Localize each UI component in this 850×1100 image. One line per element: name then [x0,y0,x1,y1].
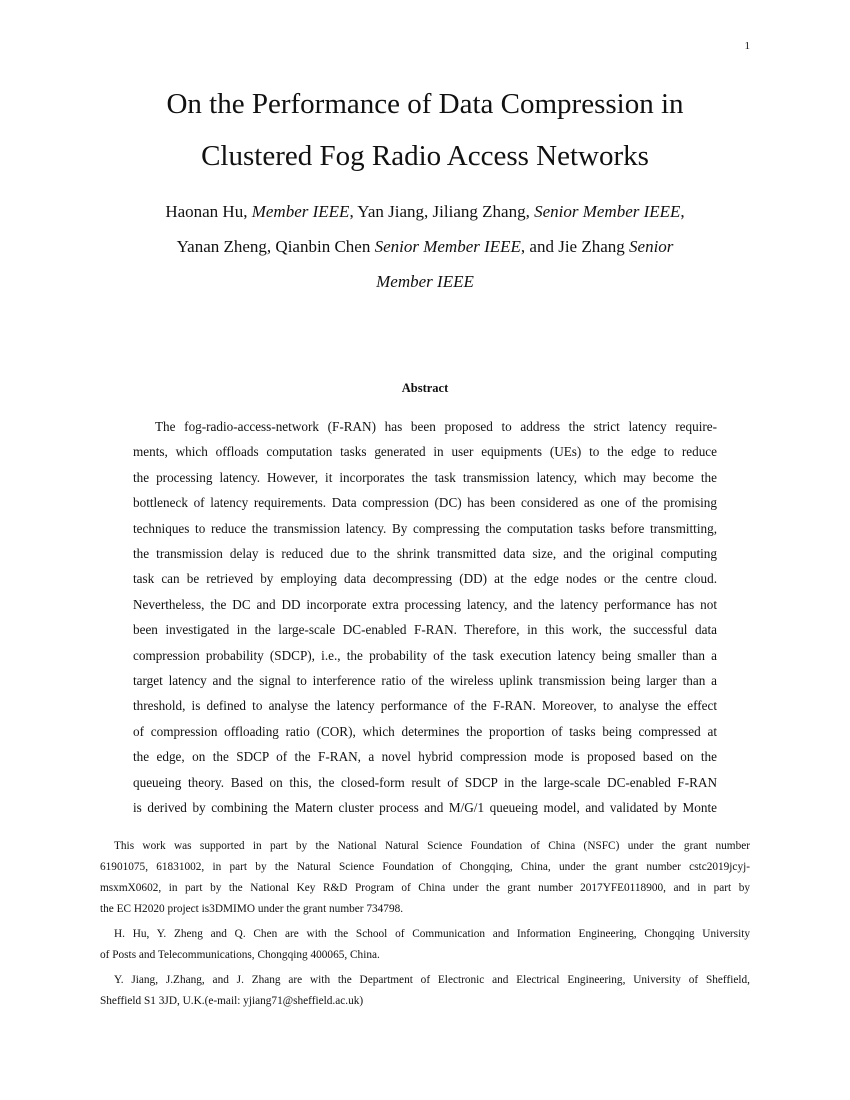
author-role: Senior Member IEEE [534,202,681,221]
footnote-affiliation [100,924,750,966]
abstract-line: The fog-radio-access-network (F-RAN) has been proposed to address the strict latency require- [155,419,717,434]
author-role: Member IEEE [376,272,474,291]
footnote-line: the EC H2020 project is3DMIMO under the grant number 734798. [100,903,404,915]
footnote-line: Sheffield S1 3JD, U.K.(e-mail: yjiang71@sheffield.ac.uk) [100,995,364,1007]
footnote-line: 61901075, 61831002, in part by the Natural Science Foundation of Chongqing, China, under the grant number cstc2019jcyj- [100,861,750,873]
footnote-affiliation [100,970,750,1012]
footnote-line: Y. Jiang, J.Zhang, and J. Zhang are with the Department of Electronic and Electrical Engineering, University of Sheffield, [114,974,750,986]
abstract-line: been investigated in the large-scale DC-enabled F-RAN. Therefore, in this work, the successful data [133,622,717,638]
author-line [90,264,760,299]
abstract-line: task can be retrieved by employing data decompressing (DD) at the edge nodes or the centre cloud. [133,571,717,587]
footnote-line: msxmX0602, in part by the National Key R&D Program of China under the grant number 2017YFE0118900, and in part by [100,882,750,894]
abstract-body [133,414,717,821]
paper-title [60,78,790,182]
author-line [90,229,760,264]
author-role: Senior [629,237,674,256]
abstract-line: Nevertheless, the DC and DD incorporate extra processing latency, and the latency performance has not [133,596,717,612]
title-line: On the Performance of Data Compression in [166,88,684,120]
abstract-line: the processing latency. However, it incorporates the task transmission latency, which may become the [133,469,717,485]
footnote-line: This work was supported in part by the National Natural Science Foundation of China (NSFC) under the grant number [114,840,750,852]
abstract-line: is derived by combining the Matern cluster process and M/G/1 queueing model, and validated by Monte [133,800,717,816]
arxiv-identifier [12,280,72,810]
abstract-line: threshold, is defined to analyse the latency performance of the F-RAN. Moreover, to analyse the effect [133,698,717,714]
abstract-line: of compression offloading ratio (COR), which determines the proportion of tasks being compressed at [133,723,717,739]
abstract-line: the transmission delay is reduced due to the shrink transmitted data size, and the original computing [133,546,717,562]
abstract-line: the edge, on the SDCP of the F-RAN, a novel hybrid compression mode is proposed based on the [133,749,717,765]
author-list [90,194,760,299]
footnotes [100,836,750,1016]
abstract-line: target latency and the signal to interference ratio of the wireless uplink transmission being larger than a [133,673,717,689]
footnote-line: H. Hu, Y. Zheng and Q. Chen are with the School of Communication and Information Engineering, Chongqing University [114,928,750,940]
author-text: , [680,202,685,221]
abstract-heading: Abstract [401,381,449,395]
author-text: Haonan Hu, [165,202,252,221]
footnote-line: of Posts and Telecommunications, Chongqing 400065, China. [100,949,380,961]
arxiv-identifier-svg [12,280,72,810]
footnote-funding [100,836,750,920]
abstract-line: techniques to reduce the transmission latency. By compressing the computation tasks before transmitting, [133,520,717,536]
abstract-line: compression probability (SDCP), i.e., the probability of the task execution latency being smaller than a [133,647,717,663]
author-line [90,194,760,229]
abstract-line: ments, which offloads computation tasks generated in user equipments (UEs) to the edge to reduce [133,444,717,460]
author-text: , Yan Jiang, Jiliang Zhang, [349,202,535,221]
page-number: 1 [744,40,750,52]
author-text: , and Jie Zhang [520,237,630,256]
abstract-line: queueing theory. Based on this, the closed-form result of SDCP in the large-scale DC-enabled F-RAN [133,774,717,790]
author-role: Member IEEE [251,202,350,221]
author-role: Senior Member IEEE [374,237,521,256]
title-line: Clustered Fog Radio Access Networks [201,140,649,172]
abstract-line: bottleneck of latency requirements. Data compression (DC) has been considered as one of the promising [133,495,717,511]
author-text: Yanan Zheng, Qianbin Chen [176,237,375,256]
